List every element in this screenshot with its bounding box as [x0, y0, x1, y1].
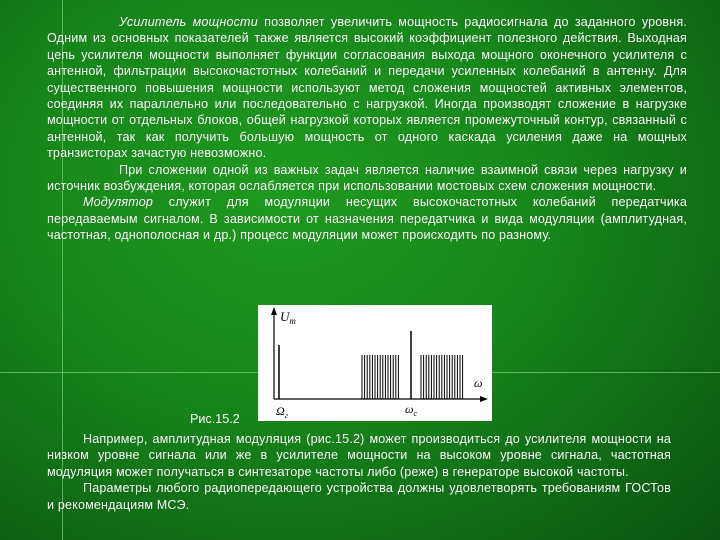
y-axis-label: $U_m$: [280, 309, 296, 326]
term-power-amplifier: Усилитель мощности: [119, 15, 258, 29]
omega-low-label: $\Omega_г$: [276, 404, 288, 420]
figure-caption: Рис.15.2: [190, 412, 240, 426]
term-modulator: Модулятор: [83, 195, 154, 210]
paragraph-power-summing: При сложении одной из важных задач является наличие взаимной связи через нагрузку и источник возбуждения, которая ослабляется при использовании мостовых схем сложения мощности.: [47, 162, 687, 194]
paragraph-3-text: служит для модуляции несущих высокочастотных колебаний передатчика передаваемым сигналом. В зависимости от назначения передатчика и вида модуляции (амплитудная, частотная, однополосная и др.) процесс модуляции может происходить по разному.: [47, 195, 687, 243]
x-axis-label: ω: [474, 376, 483, 390]
spectrum-figure: [258, 305, 492, 421]
paragraph-modulator: [47, 194, 687, 243]
paragraph-example: Например, амплитудная модуляция (рис.15.2) может производиться до усилителя мощности на низком уровне сигнала или же в усилителе мощности на высоком уровне сигнала, частотная модуляция может получаться в синтезаторе частоты либо (реже) в генераторе высокой частоты.: [47, 432, 671, 479]
text-block-top: [47, 14, 687, 244]
paragraph-power-amplifier: [47, 14, 687, 162]
paragraph-1-text: позволяет увеличить мощность радиосигнала до заданного уровня. Одним из основных показателей также является высокий коэффициент полезного действия. Выходная цепь усилителя мощности выполняет функции согласования выхода мощного оконечного усилителя с антенной, фильтрации высокочастотных колебаний и передачи усиленных колебаний в антенну. Для существенного повышения мощности используют метод сложения мощностей активных элементов, соединяя их параллельно или последовательно с нагрузкой. Иногда производят сложение в нагрузке мощности от отдельных блоков, общей нагрузкой которых является промежуточный контур, связанный с антенной, так как получить большую мощность от одного каскада усиления даже на мощных транзисторах зачастую невозможно.: [47, 15, 687, 161]
spectrum-diagram: [258, 305, 492, 421]
lower-sideband: [362, 355, 398, 399]
paragraph-parameters: Параметры любого радиопередающего устройства должны удовлетворять требованиям ГОСТов и рекомендациям МСЭ.: [47, 481, 671, 512]
text-block-bottom: [47, 431, 671, 513]
y-axis-arrow: [271, 307, 277, 315]
upper-sideband: [421, 355, 463, 399]
omega-carrier-label: $\omega_с$: [405, 402, 418, 418]
x-axis-arrow: [480, 396, 488, 402]
